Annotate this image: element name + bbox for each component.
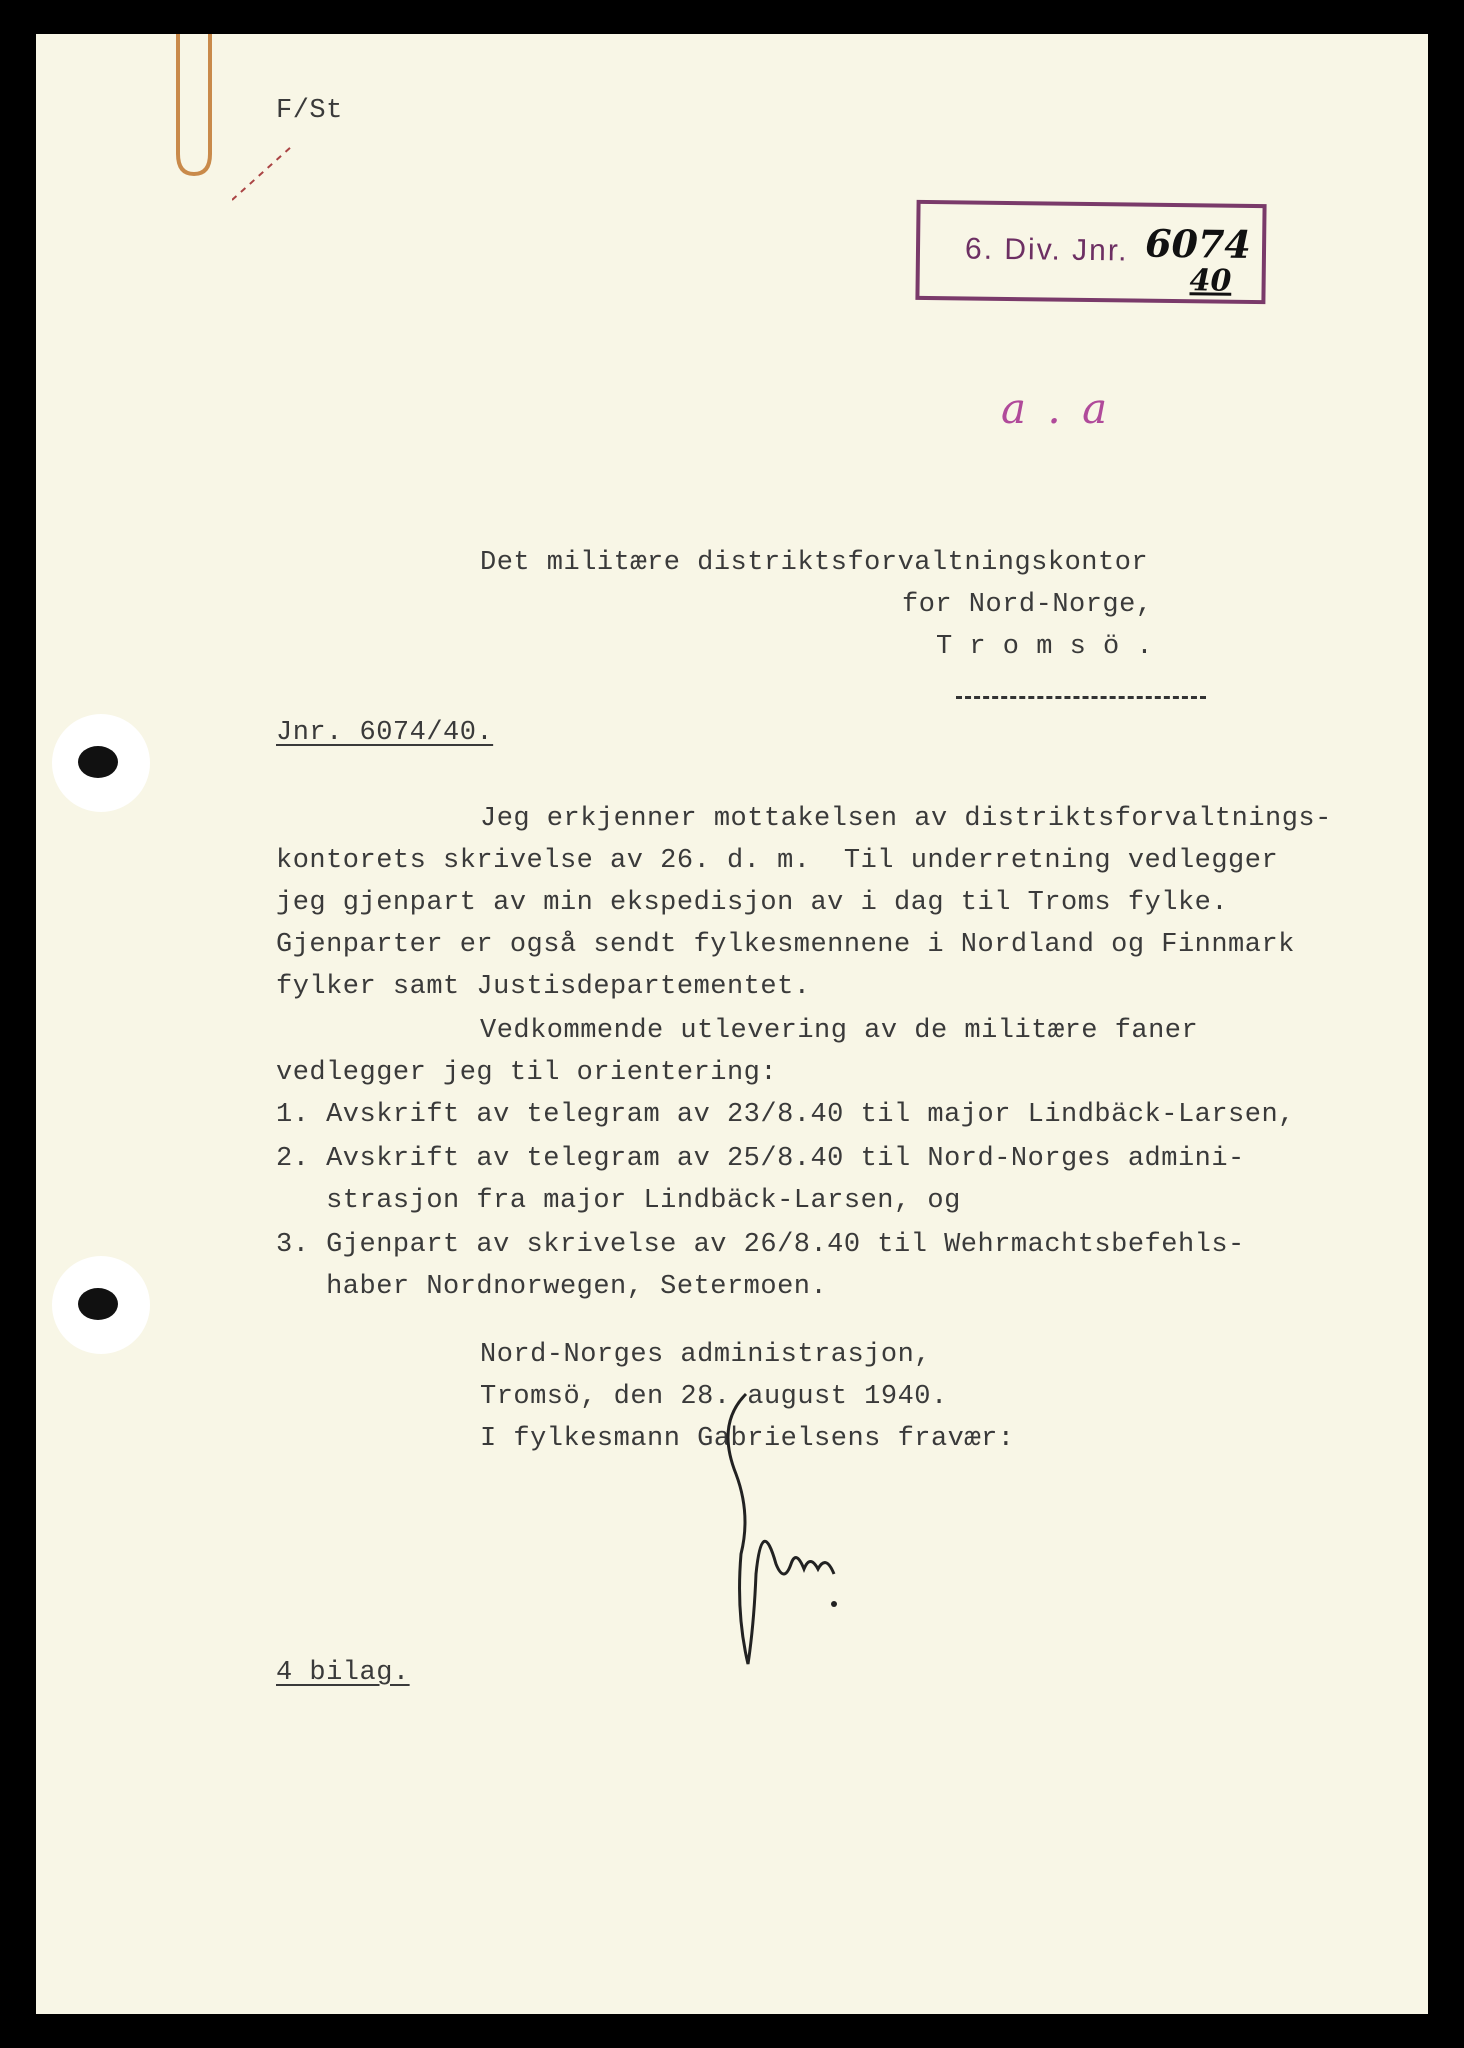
initials: F/St (276, 96, 343, 126)
stamp-year: 40 (1189, 263, 1232, 299)
paperclip-icon (156, 34, 226, 194)
pencil-mark (232, 134, 312, 214)
journal-number: Jnr. 6074/40. (276, 718, 494, 748)
closing-line-2: Tromsö, den 28. august 1940. (480, 1382, 948, 1412)
recipient-line-2: for Nord-Norge, (902, 590, 1153, 620)
list-item: 1. Avskrift av telegram av 23/8.40 til major Lindbäck-Larsen, (276, 1100, 1295, 1130)
body-line: vedlegger jeg til orientering: (276, 1058, 778, 1088)
punch-hole (52, 1256, 150, 1354)
list-item: haber Nordnorwegen, Setermoen. (276, 1272, 828, 1302)
body-line: Jeg erkjenner mottakelsen av distriktsforvaltnings- (480, 804, 1332, 834)
body-line: jeg gjenpart av min ekspedisjon av i dag til Troms fylke. (276, 888, 1229, 918)
stamp-label: 6. Div. Jnr. (964, 232, 1129, 268)
recipient-line-1: Det militære distriktsforvaltningskontor (480, 548, 1149, 578)
document-page (36, 34, 1428, 2014)
list-item: 2. Avskrift av telegram av 25/8.40 til Nord-Norges admini- (276, 1144, 1245, 1174)
journal-stamp (915, 200, 1266, 304)
stamp-number: 6074 (1144, 220, 1252, 267)
punch-hole (52, 714, 150, 812)
recipient-line-3: T r o m s ö . (936, 632, 1154, 662)
signature (676, 1364, 856, 1694)
closing-line-1: Nord-Norges administrasjon, (480, 1340, 931, 1370)
body-line: Vedkommende utlevering av de militære faner (480, 1016, 1199, 1046)
closing-line-3: I fylkesmann Gabrielsens fravær: (480, 1424, 1015, 1454)
recipient-divider (956, 696, 1206, 699)
list-item: 3. Gjenpart av skrivelse av 26/8.40 til Wehrmachtsbefehls- (276, 1230, 1245, 1260)
body-line: Gjenparter er også sendt fylkesmennene i Nordland og Finnmark (276, 930, 1295, 960)
list-item: strasjon fra major Lindbäck-Larsen, og (276, 1186, 961, 1216)
handwritten-note: a . a (1001, 384, 1112, 433)
body-line: fylker samt Justisdepartementet. (276, 972, 811, 1002)
body-line: kontorets skrivelse av 26. d. m. Til underretning vedlegger (276, 846, 1279, 876)
attachments-note: 4 bilag. (276, 1658, 410, 1688)
